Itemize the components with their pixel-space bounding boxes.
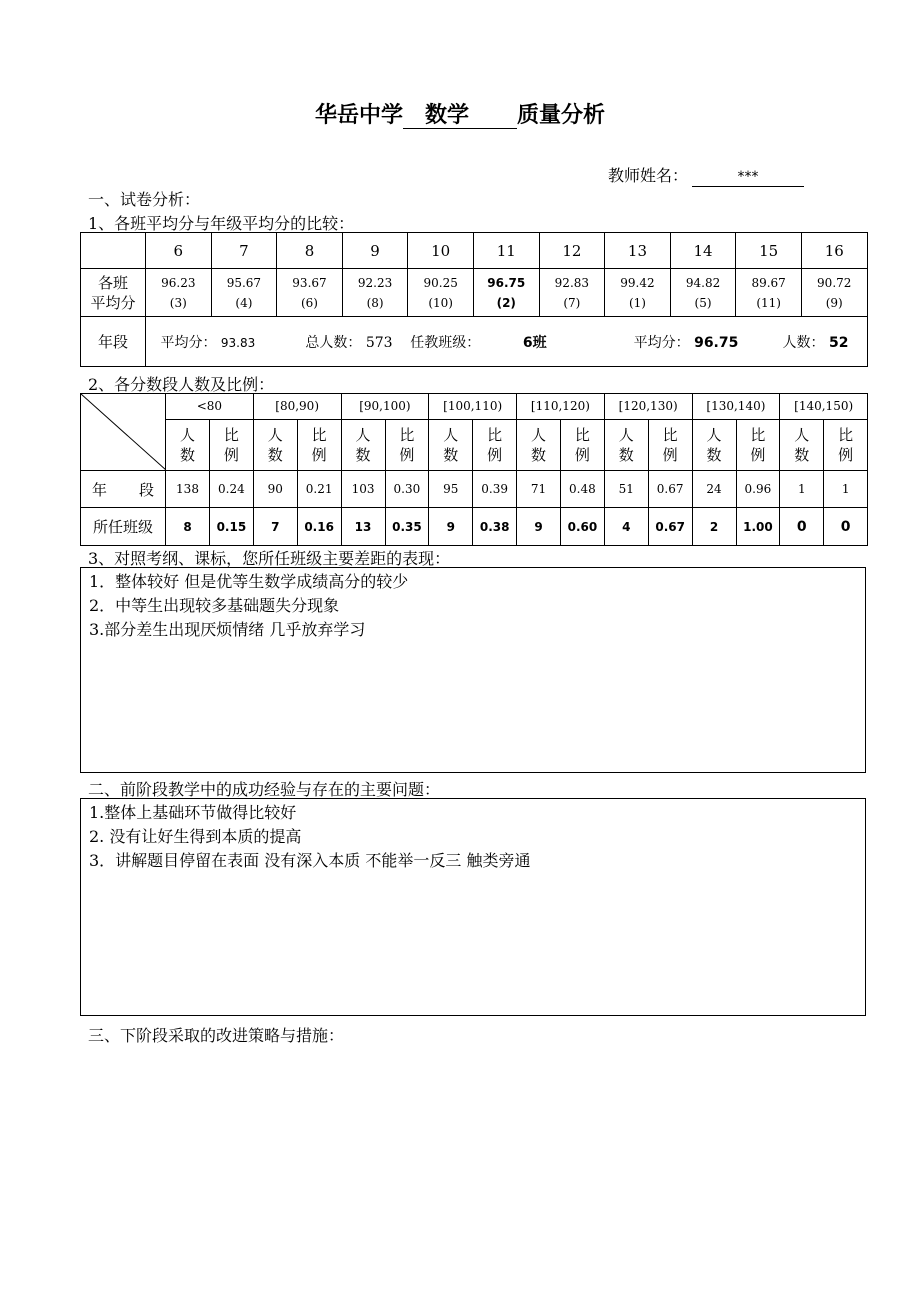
class-number-cell: 6	[146, 233, 212, 269]
average-value: 94.82	[685, 275, 721, 290]
class-value-cell: 1.00	[736, 508, 780, 546]
grade-value-cell: 51	[604, 471, 648, 508]
ratio-header: 比 例	[473, 419, 517, 470]
score-distribution-table	[80, 393, 868, 546]
grade-row-label: 年 段	[81, 471, 166, 508]
grade-value-cell: 0.24	[210, 471, 254, 508]
ratio-header: 比 例	[824, 419, 868, 470]
class-value-cell: 0.16	[297, 508, 341, 546]
average-row	[81, 269, 868, 317]
class-value-cell: 0.60	[561, 508, 605, 546]
average-value: 95.67	[226, 275, 262, 290]
class-average-table	[80, 232, 868, 367]
ratio-header: 比 例	[561, 419, 605, 470]
class-average-cell	[342, 269, 408, 317]
gap-line: 2．中等生出现较多基础题失分现象	[89, 596, 340, 615]
class-value-cell: 9	[429, 508, 473, 546]
ratio-header: 比 例	[736, 419, 780, 470]
total-value: 573	[365, 334, 393, 351]
section1-heading: 一、试卷分析：	[88, 190, 201, 209]
average-value: 96.75	[487, 275, 526, 290]
average-rank: (2)	[496, 295, 516, 310]
grade-value-cell: 0.67	[648, 471, 692, 508]
class-number-cell: 15	[736, 233, 802, 269]
score-range-cell: [140,150)	[780, 394, 868, 420]
class-value-cell: 0.15	[210, 508, 254, 546]
average-rank: (9)	[825, 295, 843, 310]
title-school: 华岳中学	[314, 103, 403, 128]
grade-value-cell: 71	[517, 471, 561, 508]
average-row-label: 各班 平均分	[81, 269, 146, 317]
grade-avg-label: 平均分：	[160, 334, 217, 351]
class-average-cell	[670, 269, 736, 317]
experience-line: 2. 没有让好生得到本质的提高	[89, 827, 302, 846]
class-value-cell: 8	[166, 508, 210, 546]
class-number-cell: 12	[539, 233, 605, 269]
count-header: 人 数	[429, 419, 473, 470]
title-suffix: 质量分析	[517, 103, 606, 128]
grade-value-cell: 0.21	[297, 471, 341, 508]
class-row	[81, 508, 868, 546]
grade-value-cell: 0.30	[385, 471, 429, 508]
diagonal-corner	[81, 394, 166, 471]
gap-analysis-box	[80, 567, 866, 773]
count-header: 人 数	[341, 419, 385, 470]
ratio-header: 比 例	[385, 419, 429, 470]
class-average-cell	[736, 269, 802, 317]
score-range-cell: [130,140)	[692, 394, 780, 420]
count-label: 人数：	[782, 334, 825, 351]
section2-heading: 二、前阶段教学中的成功经验与存在的主要问题：	[88, 780, 441, 799]
grade-value-cell: 90	[253, 471, 297, 508]
average-value: 92.83	[554, 275, 590, 290]
class-number-cell: 16	[801, 233, 867, 269]
teacher-field	[608, 163, 804, 187]
average-rank: (4)	[235, 295, 253, 310]
class-number-cell: 9	[342, 233, 408, 269]
class-average-cell	[277, 269, 343, 317]
class-header-row	[81, 233, 868, 269]
class-average-cell	[473, 269, 539, 317]
average-rank: (6)	[300, 295, 318, 310]
average-value: 90.72	[817, 275, 852, 290]
section3-heading: 三、下阶段采取的改进策略与措施：	[88, 1026, 345, 1045]
average-rank: (1)	[628, 295, 646, 310]
class-average-cell	[539, 269, 605, 317]
average-value: 90.25	[423, 275, 458, 290]
score-range-cell: [110,120)	[517, 394, 605, 420]
diagonal-line	[81, 394, 166, 470]
ratio-header: 比 例	[210, 419, 254, 470]
count-header: 人 数	[253, 419, 297, 470]
grade-row	[81, 471, 868, 508]
average-value: 99.42	[620, 275, 655, 290]
class-average-cell	[211, 269, 277, 317]
experience-box	[80, 798, 866, 1016]
grade-value-cell: 0.39	[473, 471, 517, 508]
class-value-cell: 13	[341, 508, 385, 546]
grade-value-cell: 103	[341, 471, 385, 508]
gap-line: 3.部分差生出现厌烦情绪 几乎放弃学习	[89, 620, 366, 639]
grade-value-cell: 24	[692, 471, 736, 508]
teacher-label: 教师姓名：	[608, 166, 689, 185]
score-range-cell: [80,90)	[253, 394, 341, 420]
grade-value-cell: 1	[824, 471, 868, 508]
subheader-row	[81, 419, 868, 470]
count-value: 52	[828, 334, 849, 351]
average-rank: (10)	[428, 295, 453, 310]
average-value: 89.67	[751, 275, 786, 290]
class-value-cell: 2	[692, 508, 736, 546]
grade-value-cell: 1	[780, 471, 824, 508]
section1-sub2: 2、各分数段人数及比例：	[88, 375, 275, 394]
class-number-cell: 10	[408, 233, 474, 269]
class-average-cell	[146, 269, 212, 317]
count-header: 人 数	[517, 419, 561, 470]
grade-value-cell: 0.48	[561, 471, 605, 508]
class-value-cell: 0.35	[385, 508, 429, 546]
count-header: 人 数	[780, 419, 824, 470]
class-number-cell: 13	[605, 233, 671, 269]
average-value: 96.23	[161, 275, 196, 290]
class-value-cell: 9	[517, 508, 561, 546]
class-number-cell: 7	[211, 233, 277, 269]
class-value: 6班	[522, 334, 547, 351]
grade-value-cell: 0.96	[736, 471, 780, 508]
section1-sub1: 1、各班平均分与年级平均分的比较：	[88, 214, 355, 233]
class-number-cell: 14	[670, 233, 736, 269]
average-rank: (8)	[366, 295, 384, 310]
count-header: 人 数	[166, 419, 210, 470]
grade-summary-row	[81, 317, 868, 367]
class-value-cell: 0.67	[648, 508, 692, 546]
class-number-cell: 8	[277, 233, 343, 269]
experience-line: 3．讲解题目停留在表面 没有深入本质 不能举一反三 触类旁通	[89, 851, 531, 870]
average-rank: (3)	[169, 295, 187, 310]
count-header: 人 数	[604, 419, 648, 470]
class-average-cell	[605, 269, 671, 317]
ratio-header: 比 例	[648, 419, 692, 470]
class-value-cell: 7	[253, 508, 297, 546]
grade-value-cell: 138	[166, 471, 210, 508]
count-header: 人 数	[692, 419, 736, 470]
class-number-cell: 11	[473, 233, 539, 269]
score-range-cell: [100,110)	[429, 394, 517, 420]
corner-cell	[81, 233, 146, 269]
gap-line: 1．整体较好 但是优等生数学成绩高分的较少	[89, 572, 409, 591]
class-value-cell: 0.38	[473, 508, 517, 546]
grade-summary	[146, 317, 868, 367]
score-range-cell: [90,100)	[341, 394, 429, 420]
class-label: 任教班级：	[410, 334, 481, 351]
average-value: 93.67	[292, 275, 327, 290]
score-range-cell: [120,130)	[604, 394, 692, 420]
class-average-cell	[408, 269, 474, 317]
grade-avg-value: 93.83	[220, 335, 256, 350]
score-range-cell: <80	[166, 394, 254, 420]
class-avg-value: 96.75	[694, 334, 739, 351]
class-value-cell: 4	[604, 508, 648, 546]
grade-value-cell: 95	[429, 471, 473, 508]
average-rank: (11)	[756, 295, 781, 310]
average-rank: (7)	[563, 295, 581, 310]
average-rank: (5)	[694, 295, 712, 310]
range-header-row	[81, 394, 868, 420]
ratio-header: 比 例	[297, 419, 341, 470]
class-value-cell: 0	[824, 508, 868, 546]
class-row-label: 所任班级	[81, 508, 166, 546]
total-label: 总人数：	[305, 334, 362, 351]
experience-line: 1.整体上基础环节做得比较好	[89, 803, 297, 822]
section1-sub3: 3、对照考纲、课标，您所任班级主要差距的表现：	[88, 549, 451, 568]
average-value: 92.23	[357, 275, 393, 290]
class-avg-label: 平均分：	[633, 334, 690, 351]
grade-summary-label: 年段	[81, 317, 146, 367]
page-title	[0, 98, 920, 129]
teacher-name: ***	[692, 168, 804, 187]
class-value-cell: 0	[780, 508, 824, 546]
class-average-cell	[801, 269, 867, 317]
title-subject: 数学	[403, 104, 517, 129]
